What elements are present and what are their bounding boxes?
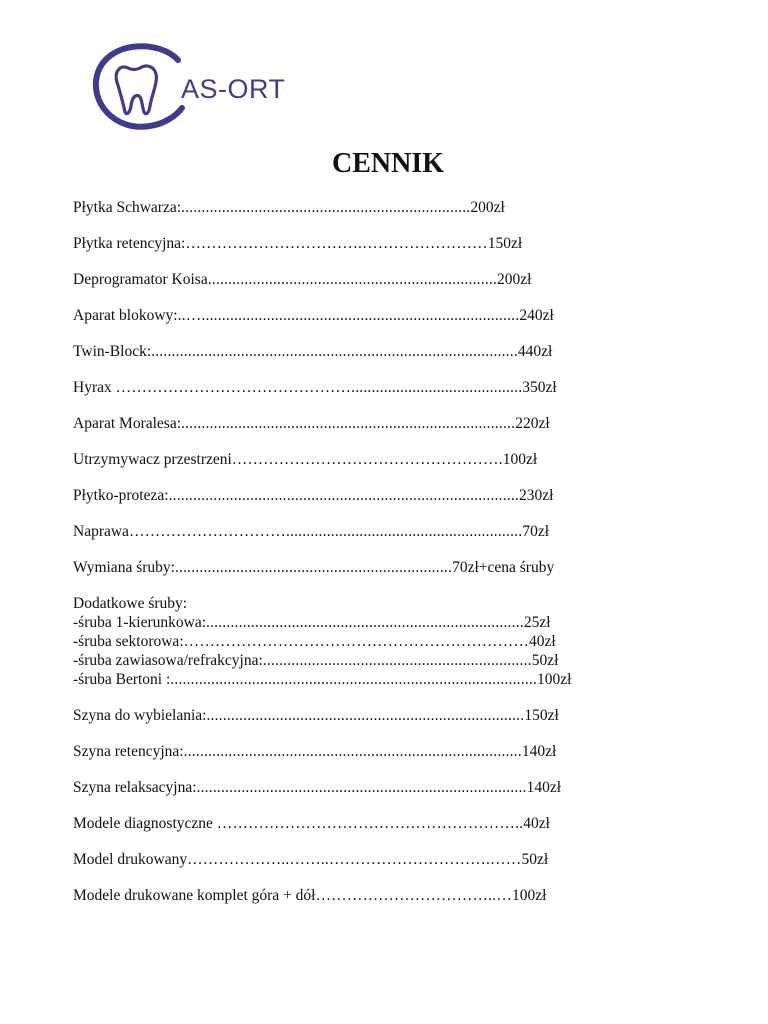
item-name: Utrzymywacz przestrzeni <box>73 451 232 468</box>
price-row <box>73 198 593 217</box>
dot-leader: ................................................................................. <box>196 779 527 796</box>
item-price: 440zł <box>517 343 553 360</box>
item-name: Twin-Block: <box>73 343 152 360</box>
item-name: Płytka Schwarza: <box>73 199 182 216</box>
item-price: 50zł <box>521 851 549 868</box>
item-name: Naprawa <box>73 523 129 540</box>
price-row <box>73 814 593 833</box>
price-row <box>73 778 593 797</box>
item-name: Płytka retencyjna: <box>73 235 186 252</box>
price-row <box>73 414 593 433</box>
item-name: Model drukowany <box>73 851 188 868</box>
dot-leader: ……………………………..… <box>315 887 513 904</box>
item-name: Hyrax <box>73 379 116 396</box>
section-heading: Dodatkowe śruby: <box>73 595 188 612</box>
item-name: Wymiana śruby: <box>73 559 175 576</box>
price-row <box>73 306 593 325</box>
item-name: Szyna retencyjna: <box>73 743 184 760</box>
item-price: 230zł <box>519 487 554 504</box>
price-row <box>73 522 593 541</box>
dot-leader: .......................................................................................... <box>170 671 538 688</box>
item-price: 220zł <box>515 415 550 432</box>
dot-leader: .............................................................................. <box>206 614 524 631</box>
dot-leader: ..….............................................................................. <box>177 307 520 324</box>
price-row <box>73 450 593 469</box>
item-name: Modele drukowane komplet góra + dół <box>73 887 316 904</box>
dot-leader: ………………………………………………………… <box>183 633 530 650</box>
page-title: CENNIK <box>331 148 444 179</box>
item-price: 150zł <box>524 707 559 724</box>
price-row <box>73 558 593 577</box>
item-price: 70zł+cena śruby <box>452 559 555 576</box>
dot-leader: ……………………………………………. <box>231 451 503 468</box>
item-name: Modele diagnostyczne <box>73 815 217 832</box>
item-price: 40zł <box>529 633 556 650</box>
dot-leader: .................................................................... <box>174 559 453 576</box>
item-price: 40zł <box>523 815 550 832</box>
item-price: 140zł <box>526 779 562 796</box>
dot-leader: ………………………….......................................................... <box>128 523 523 540</box>
item-price: 240zł <box>519 307 554 324</box>
item-price: 25zł <box>523 614 551 631</box>
item-price: 100zł <box>512 887 547 904</box>
tooth-logo-icon <box>90 42 186 132</box>
dot-leader: ...................................................................................... <box>168 487 520 504</box>
screw-row <box>73 651 593 670</box>
price-row <box>73 886 593 905</box>
item-price: 140zł <box>521 743 557 760</box>
price-row <box>73 742 593 761</box>
screw-row <box>73 632 593 651</box>
item-price: 200zł <box>470 199 505 216</box>
dot-leader: ....................................................................... <box>181 199 471 216</box>
item-name: Szyna do wybielania: <box>73 707 207 724</box>
item-name: -śruba zawiasowa/refrakcyjna: <box>73 652 263 669</box>
price-row <box>73 486 593 505</box>
dot-leader: .................................................................. <box>262 652 532 669</box>
dot-leader: ................................................................................... <box>183 743 522 760</box>
company-logo <box>90 42 320 132</box>
dot-leader: .............................................................................. <box>206 707 525 724</box>
dot-leader: .................................................................................. <box>181 415 516 432</box>
logo-wordmark: AS-ORT <box>181 74 286 104</box>
price-row <box>73 378 593 397</box>
price-row <box>73 270 593 289</box>
price-row <box>73 234 593 253</box>
item-name: -śruba Bertoni : <box>73 671 171 688</box>
dot-leader: …………………………….…………………… <box>185 235 488 252</box>
item-name: -śruba 1-kierunkowa: <box>73 614 206 631</box>
dot-leader: ……………………………………….......................................... <box>115 379 523 396</box>
item-price: 150zł <box>487 235 523 252</box>
item-name: Płytko-proteza: <box>73 487 169 504</box>
price-list <box>73 198 593 905</box>
price-row <box>73 850 593 869</box>
price-row <box>73 342 593 361</box>
item-price: 50zł <box>531 652 559 669</box>
item-price: 100zł <box>537 671 572 688</box>
screw-row <box>73 613 593 632</box>
dot-leader: ………………..……..………………………….…… <box>187 851 522 868</box>
dot-leader: ....................................................................... <box>207 271 498 288</box>
item-name: Aparat Moralesa: <box>73 415 182 432</box>
item-name: Aparat blokowy: <box>73 307 178 324</box>
dot-leader: .......................................................................................... <box>151 343 518 360</box>
item-price: 100zł <box>502 451 538 468</box>
item-price: 350zł <box>522 379 557 396</box>
item-price: 70zł <box>522 523 549 540</box>
item-name: Deprogramator Koisa <box>73 271 208 288</box>
screw-row <box>73 670 593 689</box>
item-name: Szyna relaksacyjna: <box>73 779 197 796</box>
item-name: -śruba sektorowa: <box>73 633 184 650</box>
dot-leader: ………………………………………………….. <box>216 815 524 832</box>
price-row <box>73 706 593 725</box>
item-price: 200zł <box>497 271 532 288</box>
